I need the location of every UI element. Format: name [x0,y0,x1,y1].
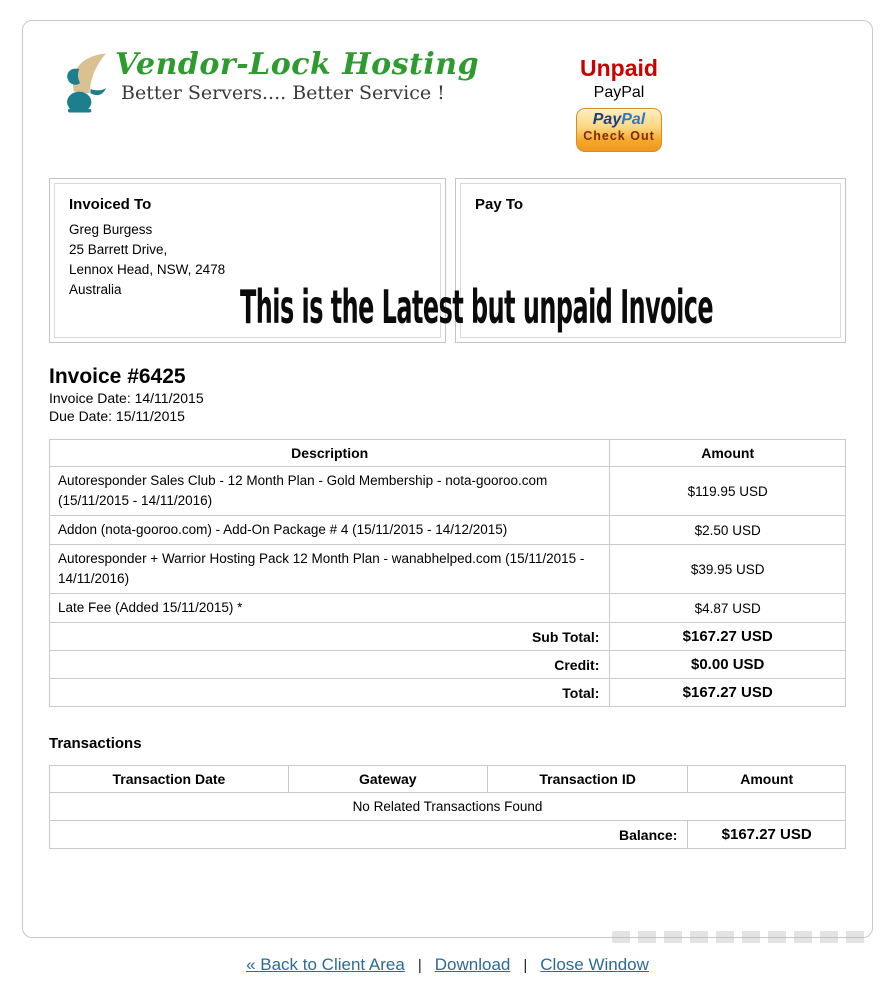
transactions-heading: Transactions [49,735,142,752]
close-window-link[interactable]: Close Window [540,955,649,974]
total-label: Total: [50,679,610,707]
amount-column-header: Amount [610,440,846,467]
table-row [50,545,846,594]
subtotal-label: Sub Total: [50,623,610,651]
pipe-separator: | [523,957,528,974]
balance-amount: $167.27 USD [688,821,846,849]
item-amount: $2.50 USD [610,516,846,545]
invoice-meta [49,365,846,425]
item-description: Late Fee (Added 15/11/2015) * [50,594,610,623]
vendor-lock-bird-icon [61,51,113,120]
invoiced-to-country: Australia [69,282,122,297]
transactions-table [49,765,846,849]
item-amount: $119.95 USD [610,467,846,516]
payment-method-label: PayPal [593,84,645,101]
item-description: Autoresponder + Warrior Hosting Pack 12 Month Plan - wanabhelped.com (15/11/2015 - 14/11/2016) [50,545,610,594]
payment-block [524,55,714,152]
total-row [50,679,846,707]
table-row [50,594,846,623]
invoiced-to-street: 25 Barrett Drive, [69,242,168,257]
gateway-header: Gateway [288,766,487,793]
transactions-header-row [50,766,846,793]
table-row [50,516,846,545]
items-header-row [50,440,846,467]
invoiced-to-title: Invoiced To [69,196,152,213]
item-description: Addon (nota-gooroo.com) - Add-On Package # 4 (15/11/2015 - 14/12/2015) [50,516,610,545]
annotation-overlay: This is the Latest but unpaid Invoice [240,280,714,334]
invoice-due-date: Due Date: 15/11/2015 [49,408,185,424]
transaction-date-header: Transaction Date [50,766,289,793]
logo-tagline: Better Servers.... Better Service ! [121,82,445,104]
credit-row [50,651,846,679]
no-transactions-row [50,793,846,821]
subtotal-amount: $167.27 USD [610,623,846,651]
transaction-id-header: Transaction ID [487,766,688,793]
invoiced-to-city: Lennox Head, NSW, 2478 [69,262,226,277]
paypal-button-caption: Check Out [583,129,655,143]
invoice-date: Invoice Date: 14/11/2015 [49,390,204,406]
item-description: Autoresponder Sales Club - 12 Month Plan - Gold Membership - nota-gooroo.com (15/11/2015 - 14/11/2016) [50,467,610,516]
balance-row [50,821,846,849]
invoice-frame [22,20,873,938]
total-amount: $167.27 USD [610,679,846,707]
description-column-header: Description [50,440,610,467]
credit-label: Credit: [50,651,610,679]
paypal-checkout-button[interactable] [576,108,662,152]
transaction-amount-header: Amount [688,766,846,793]
invoiced-to-name: Greg Burgess [69,222,153,237]
table-row [50,467,846,516]
back-to-client-area-link[interactable]: « Back to Client Area [246,955,405,974]
item-amount: $4.87 USD [610,594,846,623]
invoice-number-title: Invoice #6425 [49,365,186,388]
invoice-items-table [49,439,846,707]
pipe-separator: | [417,957,422,974]
invoice-status-badge: Unpaid [580,55,658,81]
pay-to-title: Pay To [475,196,524,213]
download-link[interactable]: Download [434,955,511,974]
subtotal-row [50,623,846,651]
balance-label: Balance: [50,821,688,849]
paypal-logo: PayPal [592,111,646,128]
footer-links [0,955,895,975]
header [49,49,846,152]
logo [61,49,479,152]
credit-amount: $0.00 USD [610,651,846,679]
item-amount: $39.95 USD [610,545,846,594]
logo-title: Vendor-Lock Hosting [115,47,480,82]
no-transactions-message: No Related Transactions Found [50,793,846,821]
